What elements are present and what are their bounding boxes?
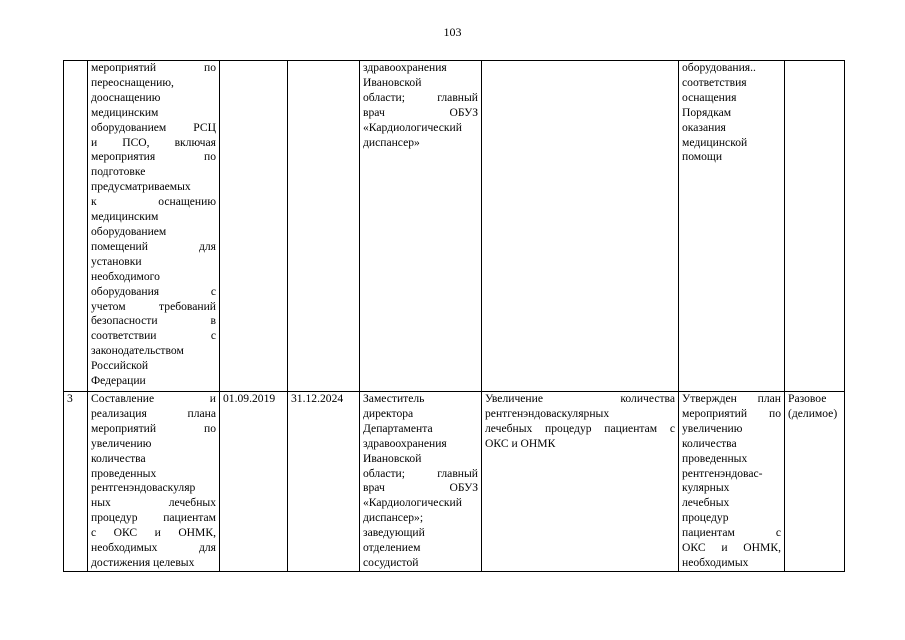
cell-text-line: законодательством	[91, 344, 184, 358]
page-number: 103	[443, 25, 462, 39]
cell-text-line: оказания	[682, 120, 726, 134]
cell-text-line: лечебных процедур пациентам с	[485, 421, 675, 435]
cell-text-line: проведенных	[682, 451, 748, 465]
expected-result-cell	[482, 61, 679, 392]
cell-text-line: и ПСО, включая	[91, 135, 216, 149]
cell-text-line: необходимых для	[91, 541, 216, 555]
responsible-cell	[360, 392, 482, 572]
cell-text-line: диспансер»;	[363, 511, 424, 525]
activity-cell	[88, 392, 220, 572]
cell-text-line: дооснащению	[91, 90, 161, 104]
cell-text-line: оборудованием РСЦ	[91, 120, 216, 134]
cell-text-line: необходимого	[91, 269, 160, 283]
cell-text-line: оснащения	[682, 90, 737, 104]
cell-text-line: безопасности в	[91, 314, 216, 328]
cell-text-line: мероприятий по	[682, 406, 781, 420]
cell-text-line: Российской	[91, 359, 149, 373]
type-cell	[785, 61, 845, 392]
cell-text-line: лечебных	[682, 496, 730, 510]
cell-text-line: Увеличение количества	[485, 392, 675, 405]
table-row	[64, 61, 845, 392]
cell-text-line: увеличению	[682, 421, 743, 435]
cell-text-line: достижения целевых	[91, 555, 195, 569]
cell-text-line: здравоохранения	[363, 436, 447, 450]
cell-text-line: медицинским	[91, 105, 159, 119]
cell-text-line: проведенных	[91, 466, 157, 480]
cell-text-line: оборудованием	[91, 224, 167, 238]
cell-text-line: оборудования с	[91, 284, 216, 298]
cell-text-line: реализация плана	[91, 406, 216, 420]
activity-cell	[88, 61, 220, 392]
plan-table	[63, 60, 845, 572]
type-cell	[785, 392, 845, 572]
cell-text-line: процедур	[682, 511, 729, 525]
cell-text-line: рентгенэндовас-	[682, 466, 763, 480]
control-cell	[679, 392, 785, 572]
cell-text-line: количества	[91, 451, 146, 465]
cell-text-line: подготовке	[91, 165, 146, 179]
cell-text-line: сосудистой	[363, 555, 419, 569]
cell-text-line: Порядкам	[682, 105, 732, 119]
cell-text-line: мероприятий по	[91, 421, 216, 435]
cell-text-line: рентгенэндоваскулярных	[485, 406, 610, 420]
cell-text-line: необходимых	[682, 555, 749, 569]
cell-text-line: Разовое	[788, 392, 827, 405]
cell-text-line: к оснащению	[91, 195, 216, 209]
cell-text-line: кулярных	[682, 481, 730, 495]
cell-text-line: помощи	[682, 150, 723, 164]
cell-text-line: помещений для	[91, 239, 216, 253]
cell-text-line: Заместитель	[363, 392, 425, 405]
start-date-cell	[220, 61, 288, 392]
cell-text-line: ОКС и ОНМК,	[682, 541, 781, 555]
cell-text-line: здравоохранения	[363, 61, 447, 74]
expected-result-cell	[482, 392, 679, 572]
cell-text-line: Департамента	[363, 421, 433, 435]
cell-text-line: Федерации	[91, 374, 146, 388]
responsible-cell	[360, 61, 482, 392]
cell-text-line: директора	[363, 406, 414, 420]
cell-text-line: соответствия	[682, 75, 747, 89]
cell-text-line: мероприятия по	[91, 150, 216, 164]
table-row	[64, 392, 845, 572]
cell-text-line: области; главный	[363, 90, 478, 104]
cell-text-line: Ивановской	[363, 75, 422, 89]
cell-text-line: Составление и	[91, 392, 216, 405]
cell-text-line: переоснащению,	[91, 75, 174, 89]
cell-text-line: ных лечебных	[91, 496, 216, 510]
cell-text-line: с ОКС и ОНМК,	[91, 526, 216, 540]
cell-text-line: соответствии с	[91, 329, 216, 343]
cell-text-line: отделением	[363, 541, 421, 555]
cell-text-line: врач ОБУЗ	[363, 481, 478, 495]
cell-text-line: заведующий	[363, 526, 425, 540]
cell-text-line: Утвержден план	[682, 392, 781, 405]
row-number-cell	[64, 61, 88, 392]
cell-text-line: диспансер»	[363, 135, 420, 149]
end-date-cell: 31.12.2024	[288, 392, 360, 572]
cell-text-line: Ивановской	[363, 451, 422, 465]
cell-text-line: установки	[91, 254, 142, 268]
cell-text-line: учетом требований	[91, 299, 216, 313]
cell-text-line: оборудования..	[682, 61, 756, 74]
cell-text-line: предусматриваемых	[91, 180, 191, 194]
control-cell	[679, 61, 785, 392]
cell-text-line: процедур пациентам	[91, 511, 216, 525]
cell-text-line: врач ОБУЗ	[363, 105, 478, 119]
cell-text-line: пациентам с	[682, 526, 781, 540]
cell-text-line: медицинской	[682, 135, 748, 149]
cell-text-line: увеличению	[91, 436, 152, 450]
cell-text-line: мероприятий по	[91, 61, 216, 74]
cell-text-line: «Кардиологический	[363, 496, 462, 510]
end-date-cell	[288, 61, 360, 392]
start-date-cell: 01.09.2019	[220, 392, 288, 572]
row-number-cell: 3	[64, 392, 88, 572]
cell-text-line: количества	[682, 436, 737, 450]
cell-text-line: области; главный	[363, 466, 478, 480]
cell-text-line: медицинским	[91, 210, 159, 224]
cell-text-line: рентгенэндоваскуляр	[91, 481, 196, 495]
cell-text-line: «Кардиологический	[363, 120, 462, 134]
cell-text-line: (делимое)	[788, 406, 838, 420]
cell-text-line: ОКС и ОНМК	[485, 436, 556, 450]
